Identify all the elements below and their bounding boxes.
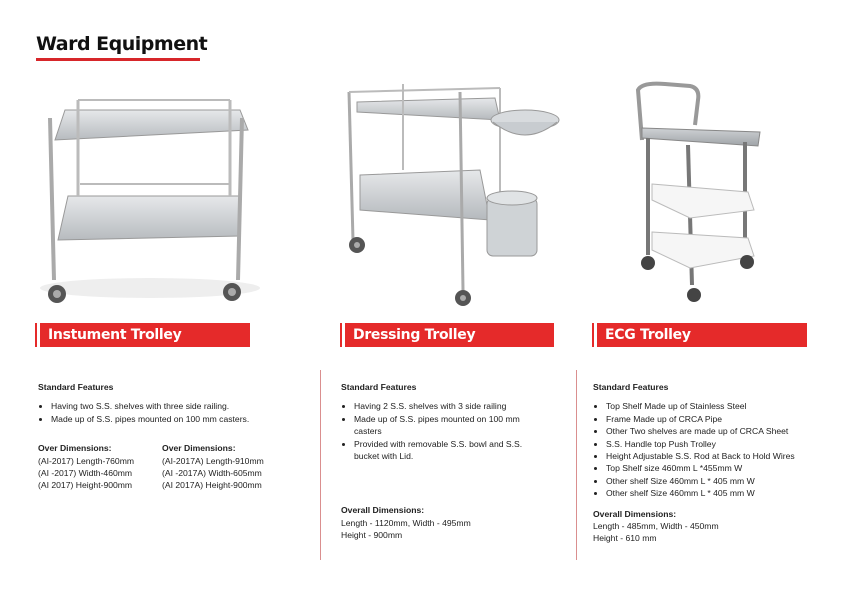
dimension-line: Height - 610 mm [593,533,657,544]
dimensions-title: Overall Dimensions: [593,508,677,519]
dimension-line: (AI 2017A) Height-900mm [162,480,262,491]
dimension-line: (AI-2017A) Length-910mm [162,455,264,466]
feature-item: • Top Shelf Made up of Stainless Steel [606,400,823,412]
feature-item: • Top Shelf size 460mm L *455mm W [606,462,823,474]
dressing-trolley-banner: Dressing Trolley [345,323,554,347]
feature-item: • Height Adjustable S.S. Rod at Back to Hold Wires [606,450,823,462]
dressing-trolley-details [341,381,541,542]
dimension-line: (AI -2017A) Width-605mm [162,468,262,479]
feature-item: • Other Two shelves are made up of CRCA Sheet [606,425,823,437]
dimensions-block [341,504,541,541]
feature-item: • Made up of S.S. pipes mounted on 100 mm casters. [51,413,308,425]
instrument-trolley-details [38,381,308,492]
features-list [593,400,823,499]
feature-item: • Provided with removable S.S. bowl and S.S. bucket with Lid. [354,438,541,463]
features-list [38,400,308,425]
dimension-line: (AI -2017) Width-460mm [38,468,133,479]
column-divider [320,370,321,560]
dimension-line: Length - 1120mm, Width - 495mm [341,517,471,528]
page-title: Ward Equipment [36,33,208,55]
feature-item: • Other shelf Size 460mm L * 405 mm W [606,487,823,499]
dimensions-block [593,508,823,545]
feature-item: • Having two S.S. shelves with three side railing. [51,400,308,412]
features-title: Standard Features [341,382,417,392]
ecg-trolley-image [620,80,780,305]
dimensions-title: Overall Dimensions: [341,505,425,516]
dimension-line: (AI-2017) Length-760mm [38,455,135,466]
instrument-trolley-banner: Instument Trolley [40,323,250,347]
column-divider [576,370,577,560]
ecg-trolley-details [593,381,823,545]
instrument-trolley-image [30,88,270,310]
feature-item: • Frame Made up of CRCA Pipe [606,413,823,425]
title-underline [36,58,200,61]
dimensions-left [38,442,134,492]
ecg-trolley-banner: ECG Trolley [597,323,807,347]
dimensions-right [162,442,264,492]
dressing-trolley-image [335,80,565,310]
feature-item: • Having 2 S.S. shelves with 3 side railing [354,400,541,412]
feature-item: • S.S. Handle top Push Trolley [606,438,823,450]
feature-item: • Made up of S.S. pipes mounted on 100 mm casters [354,413,541,438]
dimension-line: Height - 900mm [341,530,403,541]
features-title: Standard Features [593,382,669,392]
dimensions-title: Over Dimensions: [38,443,112,454]
dimensions-title: Over Dimensions: [162,443,236,454]
dimension-line: (AI 2017) Height-900mm [38,480,133,491]
feature-item: • Other shelf Size 460mm L * 405 mm W [606,475,823,487]
dimensions-grid [38,442,308,492]
features-title: Standard Features [38,382,114,392]
features-list [341,400,541,462]
dimension-line: Length - 485mm, Width - 450mm [593,521,719,532]
